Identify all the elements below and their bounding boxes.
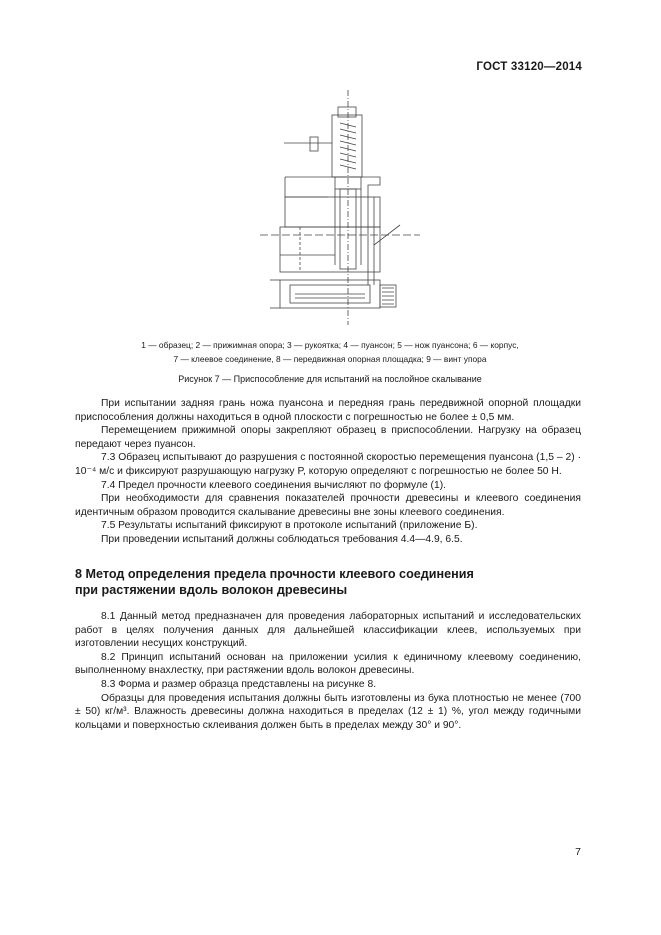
heading-line-2: при растяжении вдоль волокон древесины bbox=[75, 583, 348, 597]
figure-caption: Рисунок 7 — Приспособление для испытаний на послойное скалывание bbox=[178, 374, 482, 384]
section-8-heading bbox=[75, 566, 581, 598]
section-7-text bbox=[75, 397, 581, 547]
paragraph: При испытании задняя грань ножа пуансона и передняя грань передвижной опорной площадки приспособления должны находиться в одной плоскости с погрешностью не более ± 0,5 мм. bbox=[75, 398, 581, 423]
paragraph: Перемещением прижимной опоры закрепляют образец в приспособлении. Нагрузку на образец передают через пуансон. bbox=[75, 425, 581, 450]
paragraph: 8.3 Форма и размер образца представлены на рисунке 8. bbox=[101, 678, 377, 690]
paragraph: Образцы для проведения испытания должны быть изготовлены из бука плотностью не менее (700 ± 50) кг/м³. Влажность древесины должна находиться в пределах (12 ± 1) %, угол между годичными кольцами и поверхностью склеивания должен быть в пределах между 30° и 90°. bbox=[75, 692, 581, 731]
paragraph: При необходимости для сравнения показателей прочности древесины и клеевого соединения идентичным образом проводится скалывание древесины вне зоны клеевого соединения. bbox=[75, 493, 581, 518]
figure-legend bbox=[60, 338, 600, 366]
paragraph: 7.4 Предел прочности клеевого соединения вычисляют по формуле (1). bbox=[101, 479, 446, 491]
standard-number: ГОСТ 33120—2014 bbox=[476, 61, 582, 73]
section-8-text bbox=[75, 610, 581, 732]
heading-line-1: 8 Метод определения предела прочности клеевого соединения bbox=[75, 567, 474, 581]
paragraph: 7.5 Результаты испытаний фиксируют в протоколе испытаний (приложение Б). bbox=[101, 520, 478, 532]
legend-line-2: 7 — клеевое соединение, 8 — передвижная опорная площадка; 9 — винт упора bbox=[173, 354, 487, 364]
paragraph: 8.1 Данный метод предназначен для проведения лабораторных испытаний и исследовательских работ в целях получения данных для дальнейшей классификации клеев, используемых при изготовлении несущих конструкций. bbox=[75, 611, 581, 650]
paragraph: 7.3 Образец испытывают до разрушения с постоянной скоростью перемещения пуансона (1,5 – 2) · 10⁻⁴ м/с и фиксируют разрушающую нагрузку P, которую определяют с погрешностью не более 50 Н. bbox=[75, 452, 581, 477]
legend-line-1: 1 — образец; 2 — прижимная опора; 3 — рукоятка; 4 — пуансон; 5 — нож пуансона; 6 — корпус, bbox=[141, 340, 519, 350]
paragraph: 8.2 Принцип испытаний основан на приложении усилия к единичному клеевому соединению, выполненному внахлестку, при растяжении вдоль волокон древесины. bbox=[75, 651, 581, 677]
test-fixture-drawing bbox=[240, 85, 440, 335]
page-number: 7 bbox=[575, 846, 581, 858]
paragraph: При проведении испытаний должны соблюдаться требования 4.4—4.9, 6.5. bbox=[101, 533, 463, 545]
